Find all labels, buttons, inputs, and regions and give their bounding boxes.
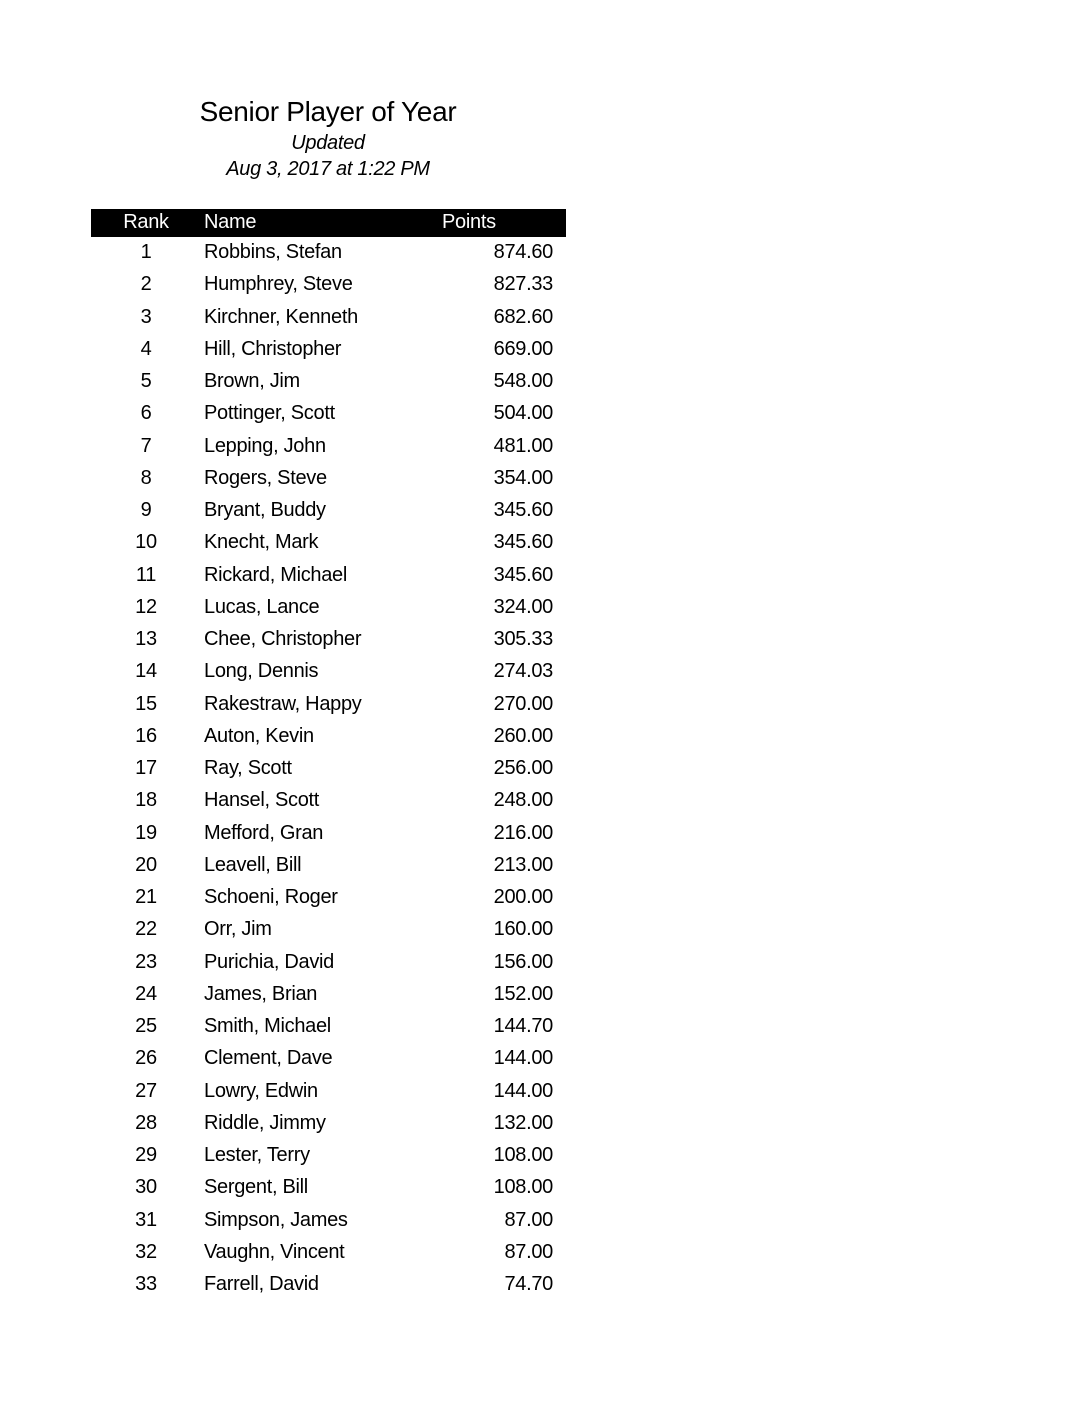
table-header — [91, 209, 566, 237]
name-cell: Rakestraw, Happy — [204, 692, 362, 715]
table-row — [91, 1269, 566, 1301]
points-cell: 144.00 — [493, 1047, 553, 1070]
rank-cell: 2 — [140, 273, 152, 296]
table-row — [91, 366, 566, 398]
table-row — [91, 947, 566, 979]
points-cell: 108.00 — [493, 1176, 553, 1199]
rank-cell: 18 — [135, 789, 157, 812]
table-row — [91, 1076, 566, 1108]
table-row — [91, 592, 566, 624]
rank-cell: 1 — [140, 241, 152, 263]
rank-cell: 20 — [135, 853, 157, 876]
rank-cell: 4 — [140, 337, 152, 360]
rank-cell: 22 — [135, 918, 157, 941]
points-cell: 345.60 — [493, 563, 553, 586]
name-cell: Mefford, Gran — [204, 821, 324, 844]
page-title: Senior Player of Year — [199, 96, 457, 127]
rank-cell: 11 — [135, 563, 157, 586]
rank-cell: 12 — [135, 595, 157, 618]
name-cell: Lucas, Lance — [204, 595, 320, 618]
rank-cell: 19 — [135, 821, 157, 844]
table-row — [91, 1237, 566, 1269]
points-cell: 248.00 — [493, 789, 553, 812]
points-cell: 345.60 — [493, 499, 553, 521]
name-cell: Schoeni, Roger — [204, 886, 338, 908]
rank-cell: 28 — [135, 1111, 157, 1134]
points-cell: 74.70 — [504, 1273, 553, 1295]
table-row — [91, 431, 566, 463]
points-cell: 108.00 — [493, 1144, 553, 1166]
rank-cell: 25 — [135, 1015, 157, 1037]
rank-cell: 3 — [140, 305, 152, 328]
points-cell: 324.00 — [493, 595, 553, 618]
table-row — [91, 1043, 566, 1075]
points-cell: 305.33 — [493, 628, 553, 650]
name-cell: Leavell, Bill — [204, 853, 302, 876]
name-cell: Hansel, Scott — [204, 789, 320, 812]
points-cell: 504.00 — [493, 402, 553, 425]
rank-cell: 23 — [135, 950, 157, 973]
points-cell: 216.00 — [493, 821, 553, 844]
table-row — [91, 882, 566, 914]
points-cell: 256.00 — [493, 757, 553, 779]
rank-cell: 33 — [135, 1273, 157, 1295]
table-row — [91, 785, 566, 817]
table-body — [91, 237, 566, 1301]
table-row — [91, 914, 566, 946]
column-header-points: Points — [442, 211, 496, 233]
name-cell: Farrell, David — [204, 1273, 319, 1295]
table-row — [91, 818, 566, 850]
column-header-name: Name — [204, 211, 257, 233]
name-cell: Ray, Scott — [204, 757, 292, 779]
rank-cell: 29 — [135, 1144, 157, 1166]
table-row — [91, 495, 566, 527]
points-cell: 354.00 — [493, 466, 553, 489]
rank-cell: 8 — [140, 466, 152, 489]
name-cell: Rogers, Steve — [204, 466, 327, 489]
points-cell: 200.00 — [493, 886, 553, 908]
table-row — [91, 689, 566, 721]
rank-cell: 31 — [135, 1208, 157, 1231]
name-cell: Pottinger, Scott — [204, 402, 335, 425]
name-cell: Riddle, Jimmy — [204, 1111, 326, 1134]
updated-date: Aug 3, 2017 at 1:22 PM — [226, 158, 430, 180]
points-cell: 144.00 — [493, 1079, 553, 1102]
rank-cell: 9 — [140, 499, 152, 521]
name-cell: Hill, Christopher — [204, 337, 342, 360]
rank-cell: 32 — [135, 1240, 157, 1263]
table-row — [91, 624, 566, 656]
rank-cell: 16 — [135, 724, 157, 747]
table-row — [91, 850, 566, 882]
rank-cell: 30 — [135, 1176, 157, 1199]
table-row — [91, 753, 566, 785]
rank-cell: 14 — [135, 660, 157, 683]
table-row — [91, 721, 566, 753]
table-row — [91, 656, 566, 688]
name-cell: Lester, Terry — [204, 1144, 310, 1166]
points-cell: 144.70 — [493, 1015, 553, 1037]
rank-cell: 24 — [135, 982, 157, 1005]
table-row — [91, 398, 566, 430]
points-cell: 548.00 — [493, 370, 553, 392]
points-cell: 152.00 — [493, 982, 553, 1005]
name-cell: Smith, Michael — [204, 1015, 331, 1037]
table-row — [91, 1172, 566, 1204]
name-cell: Humphrey, Steve — [204, 273, 353, 296]
points-cell: 132.00 — [493, 1111, 553, 1134]
points-cell: 669.00 — [493, 337, 553, 360]
rank-cell: 26 — [135, 1047, 157, 1070]
table-row — [91, 334, 566, 366]
name-cell: Vaughn, Vincent — [204, 1240, 345, 1263]
points-cell: 270.00 — [493, 692, 553, 715]
points-cell: 260.00 — [493, 724, 553, 747]
name-cell: Rickard, Michael — [204, 563, 348, 586]
name-cell: Auton, Kevin — [204, 724, 314, 747]
points-cell: 156.00 — [493, 950, 553, 973]
name-cell: Sergent, Bill — [204, 1176, 308, 1199]
rank-cell: 27 — [135, 1079, 157, 1102]
rank-cell: 10 — [135, 531, 157, 554]
points-cell: 87.00 — [504, 1208, 553, 1231]
points-cell: 874.60 — [493, 241, 553, 263]
name-cell: James, Brian — [204, 982, 318, 1005]
name-cell: Bryant, Buddy — [204, 499, 326, 521]
rank-cell: 13 — [135, 628, 157, 650]
points-cell: 274.03 — [493, 660, 553, 683]
points-cell: 481.00 — [493, 434, 553, 457]
table-row — [91, 979, 566, 1011]
points-cell: 87.00 — [504, 1240, 553, 1263]
name-cell: Purichia, David — [204, 950, 335, 973]
name-cell: Simpson, James — [204, 1208, 348, 1231]
points-cell: 827.33 — [493, 273, 553, 296]
name-cell: Orr, Jim — [204, 918, 272, 941]
points-cell: 345.60 — [493, 531, 553, 554]
table-row — [91, 560, 566, 592]
updated-label: Updated — [291, 132, 365, 154]
rank-cell: 17 — [135, 757, 157, 779]
name-cell: Kirchner, Kenneth — [204, 305, 358, 328]
points-cell: 160.00 — [493, 918, 553, 941]
table-row — [91, 463, 566, 495]
column-header-rank: Rank — [123, 211, 169, 233]
rank-cell: 6 — [140, 402, 152, 425]
rank-cell: 21 — [135, 886, 157, 908]
table-row — [91, 237, 566, 269]
table-row — [91, 302, 566, 334]
table-row — [91, 1140, 566, 1172]
points-cell: 213.00 — [493, 853, 553, 876]
points-cell: 682.60 — [493, 305, 553, 328]
name-cell: Brown, Jim — [204, 370, 300, 392]
name-cell: Lowry, Edwin — [204, 1079, 318, 1102]
rank-cell: 15 — [135, 692, 157, 715]
rank-cell: 7 — [140, 434, 152, 457]
name-cell: Chee, Christopher — [204, 628, 362, 650]
table-row — [91, 1011, 566, 1043]
table-row — [91, 269, 566, 301]
name-cell: Lepping, John — [204, 434, 326, 457]
name-cell: Long, Dennis — [204, 660, 319, 683]
standings-table — [91, 209, 566, 1301]
table-row — [91, 527, 566, 559]
name-cell: Clement, Dave — [204, 1047, 333, 1070]
table-row — [91, 1205, 566, 1237]
rank-cell: 5 — [140, 370, 152, 392]
name-cell: Robbins, Stefan — [204, 241, 342, 263]
name-cell: Knecht, Mark — [204, 531, 319, 554]
table-row — [91, 1108, 566, 1140]
